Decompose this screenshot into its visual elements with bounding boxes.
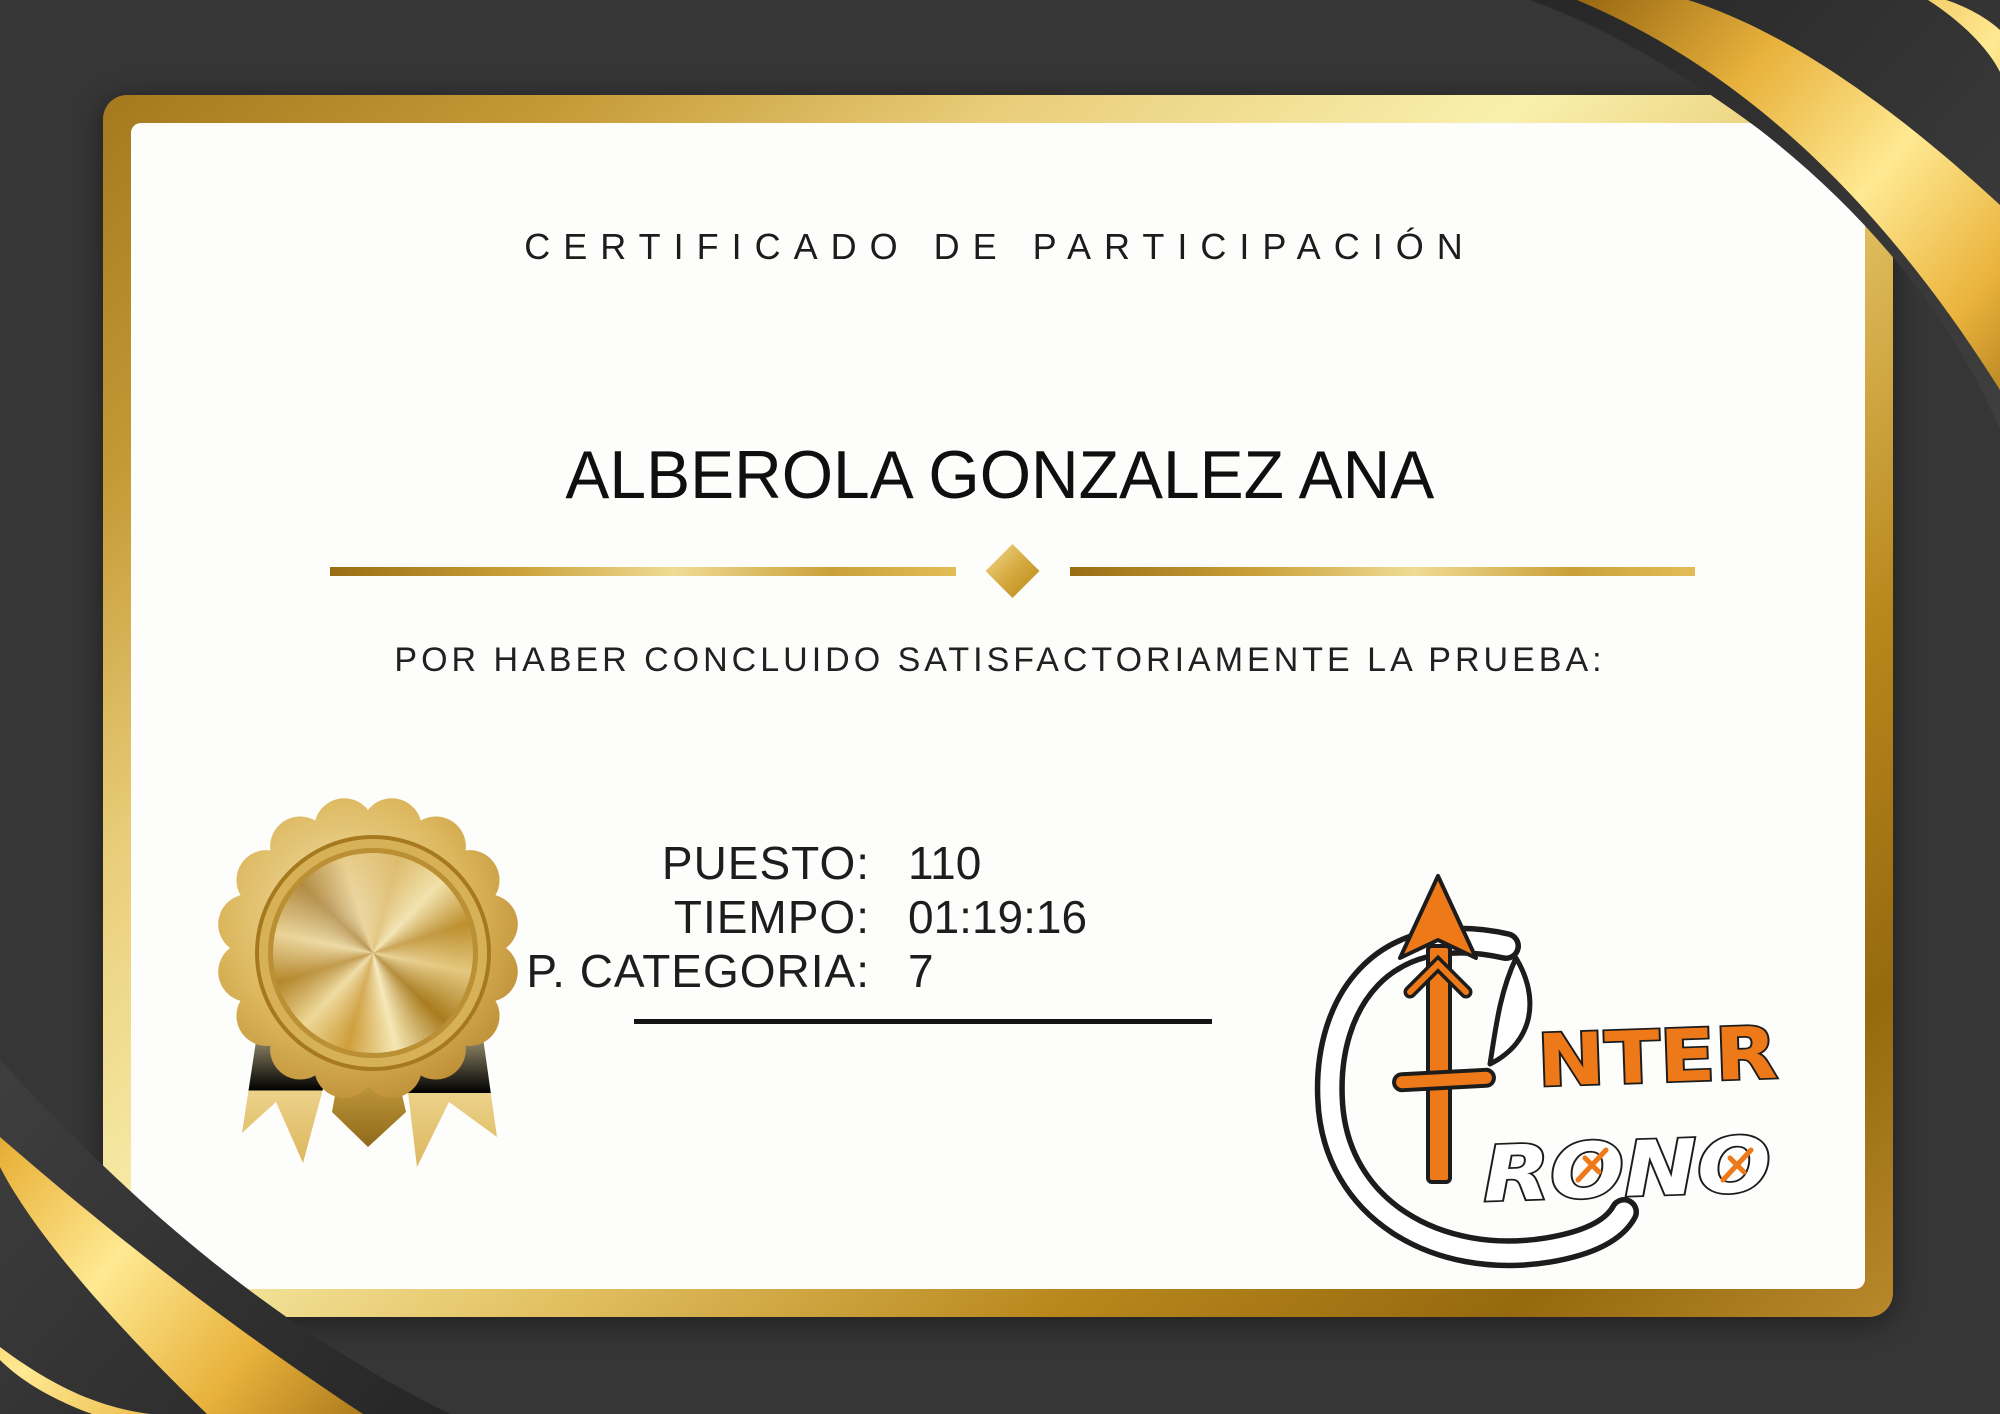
recipient-name: ALBEROLA GONZALEZ ANA xyxy=(565,437,1435,513)
divider-line-left xyxy=(330,567,956,576)
result-label-tiempo: TIEMPO: xyxy=(673,891,870,943)
gold-divider xyxy=(330,544,1695,598)
result-value-puesto: 110 xyxy=(908,837,982,889)
result-value-tiempo: 01:19:16 xyxy=(908,891,1088,943)
logo-text-rono: RONO xyxy=(1481,1121,1736,1219)
divider-diamond-icon xyxy=(986,544,1040,598)
result-label-puesto: PUESTO: xyxy=(661,837,870,889)
result-value-categoria: 7 xyxy=(908,945,934,997)
divider-line-right xyxy=(1070,567,1696,576)
logo-text-nter: NTER xyxy=(1535,1011,1753,1103)
signature-line xyxy=(634,1019,1212,1024)
certificate-title: CERTIFICADO DE PARTICIPACIÓN xyxy=(524,226,1476,267)
result-label-categoria: P. CATEGORIA: xyxy=(526,945,870,997)
results-table xyxy=(520,836,1087,998)
certificate-statement: POR HABER CONCLUIDO SATISFACTORIAMENTE LA PRUEBA: xyxy=(394,641,1606,679)
